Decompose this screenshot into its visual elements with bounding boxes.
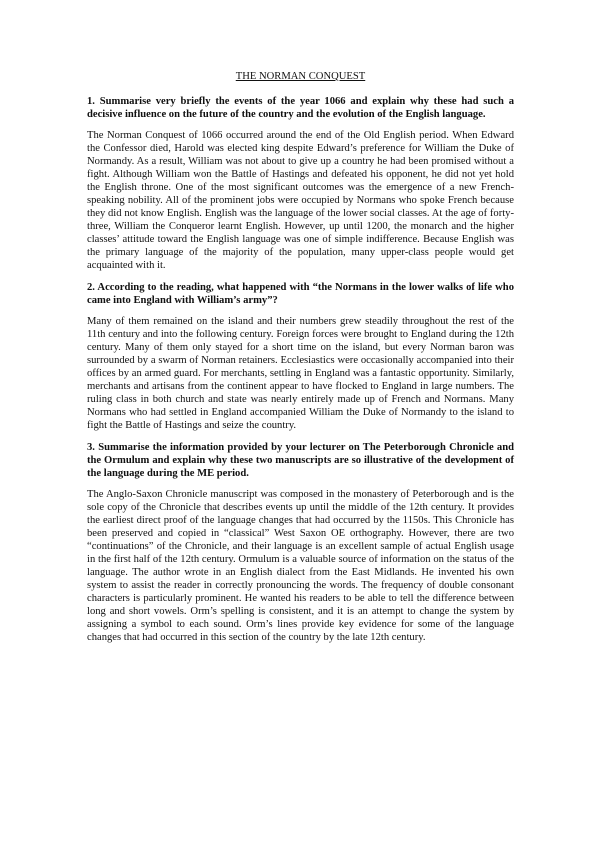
answer-2: Many of them remained on the island and their numbers grew steadily throughout the rest of the 11th century and into the following century. Foreign forces were brought to England during the 12th century. Many of them only stayed for a short time on the island, but every Norman baron was surrounded by a swarm of Norman retainers. Ecclesiastics were occasionally accompanied into their offices by an armed guard. For merchants, settling in England was a fantastic opportunity. Similarly, merchants and artisans from the continent appear to have flocked to England in large numbers. The ruling class in both church and state was nearly entirely made up of French and Normans. Many Normans who had settled in England accompanied William the Duke of Normandy to the island to fight the Battle of Hastings and seize the country. <box>87 316 514 431</box>
question-3: 3. Summarise the information provided by your lecturer on The Peterborough Chronicle and the Ormulum and explain why these two manuscripts are so illustrative of the development of the language during the ME period. <box>87 442 514 479</box>
section-2 <box>87 281 514 432</box>
answer-3: The Anglo-Saxon Chronicle manuscript was composed in the monastery of Peterborough and is the sole copy of the Chronicle that describes events up until the middle of the 12th century. It provides the earliest direct proof of the language changes that had occurred by the 1150s. This Chronicle has been preserved and copied in “classical” West Saxon OE orthography. However, there are two “continuations” of the Chronicle, and their language is an excellent sample of actual English usage in the first half of the 12th century. Ormulum is a valuable source of information on the status of the language. The author wrote in an English dialect from the East Midlands. He invented his own system to assist the reader in correctly pronouncing the words. The frequency of double consonant characters is particularly prominent. He wanted his readers to be able to tell the difference between long and short vowels. Orm’s spelling is consistent, and it is an attempt to change the system by assigning a symbol to each sound. Orm’s lines provide key evidence for some of the language changes that had occurred in this section of the country by the late 12th century. <box>87 489 514 643</box>
document-page <box>87 70 514 653</box>
document-title: THE NORMAN CONQUEST <box>235 71 366 82</box>
question-1: 1. Summarise very briefly the events of the year 1066 and explain why these had such a decisive influence on the future of the country and the evolution of the English language. <box>87 96 514 120</box>
question-2: 2. According to the reading, what happened with “the Normans in the lower walks of life who came into England with William’s army”? <box>87 282 514 306</box>
answer-1: The Norman Conquest of 1066 occurred around the end of the Old English period. When Edward the Confessor died, Harold was elected king despite Edward’s preference for William the Duke of Normandy. As a result, William was not about to give up a country he had been promised without a fight. Although William won the Battle of Hastings and defeated his opponent, he did not yet hold the English throne. One of the most significant outcomes was the emergence of a new French-speaking nobility. All of the prominent jobs were occupied by Normans who spoke French because they did not know English. English was the language of the lower social classes. At the age of forty-three, William the Conqueror learnt English. However, up until 1200, the monarch and the higher classes’ attitude toward the English language was one of simple indifference. Because English was the primary language of the majority of the population, many upper-class people would get acquainted with it. <box>87 130 514 271</box>
section-1 <box>87 95 514 272</box>
section-3 <box>87 441 514 644</box>
